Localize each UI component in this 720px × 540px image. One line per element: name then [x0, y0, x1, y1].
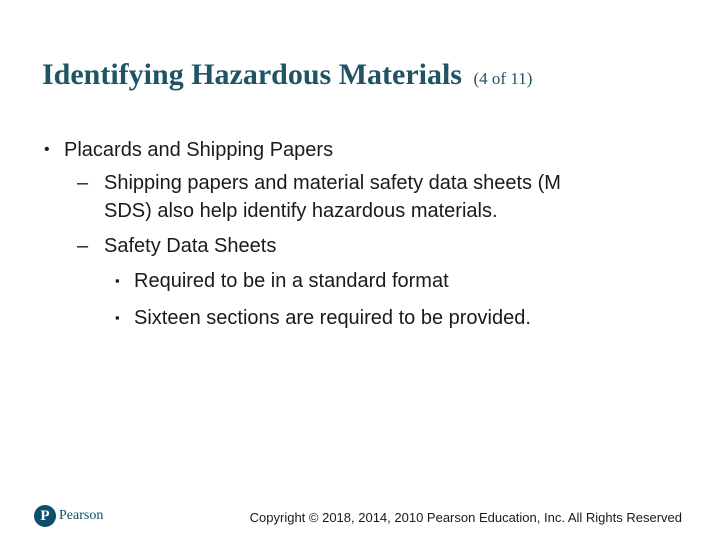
sub-sub-item-sixteen-sections: Sixteen sections are required to be provided.	[134, 307, 531, 329]
sub-sub-item-standard-format: Required to be in a standard format	[134, 270, 449, 292]
slide-title	[42, 58, 532, 92]
sub-item-shipping-papers-line1: Shipping papers and material safety data sheets (M	[104, 172, 561, 194]
sub-item-shipping-papers-line2: SDS) also help identify hazardous materials.	[104, 200, 498, 222]
bullet-marker: •	[44, 141, 50, 158]
dash-marker: –	[77, 172, 89, 194]
pearson-logo	[34, 505, 103, 527]
bullet-item-placards: Placards and Shipping Papers	[64, 139, 334, 161]
pearson-logo-wordmark: Pearson	[59, 508, 104, 523]
slide-title-main: Identifying Hazardous Materials	[42, 58, 462, 91]
slide-title-counter: (4 of 11)	[473, 69, 533, 88]
square-marker: ▪	[115, 310, 120, 325]
pearson-logo-icon: P	[34, 505, 56, 527]
square-marker: ▪	[115, 273, 120, 288]
copyright-notice: Copyright © 2018, 2014, 2010 Pearson Education, Inc. All Rights Reserved	[249, 510, 682, 525]
sub-item-safety-data-sheets: Safety Data Sheets	[104, 235, 277, 257]
dash-marker: –	[77, 235, 89, 257]
